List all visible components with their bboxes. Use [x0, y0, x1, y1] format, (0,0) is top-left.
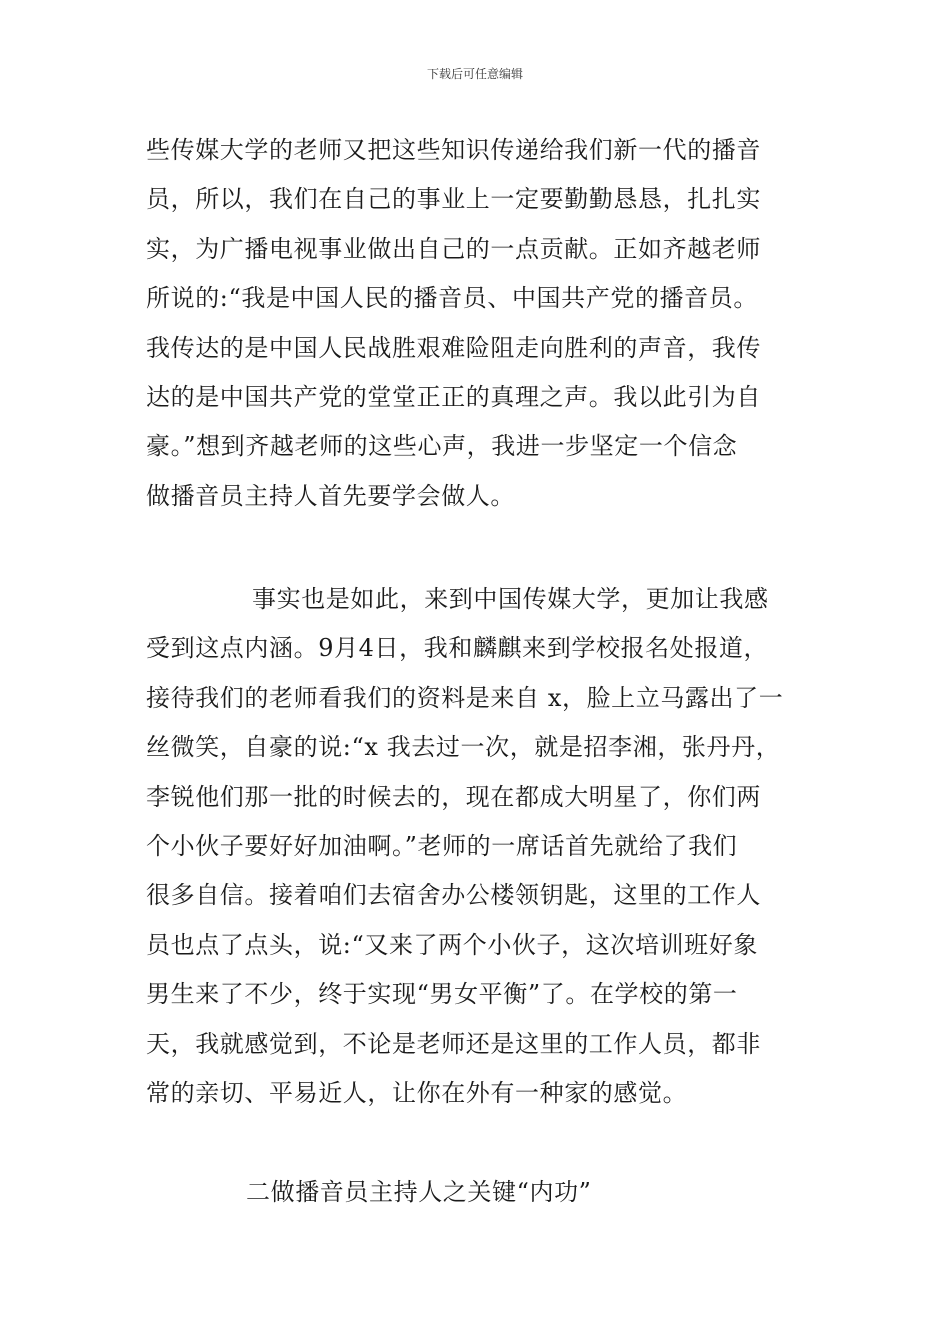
text-line: 豪。”想到齐越老师的这些心声，我进一步坚定一个信念 [146, 432, 738, 461]
text-line: 所说的:“我是中国人民的播音员、中国共产党的播音员。 [146, 284, 758, 313]
text-line: 受到这点内涵。9月4日，我和麟麒来到学校报名处报道， [146, 634, 769, 663]
text-line: 天，我就感觉到，不论是老师还是这里的工作人员，都非 [146, 1029, 761, 1058]
text-line: 个小伙子要好好加油啊。”老师的一席话首先就给了我们 [146, 831, 738, 860]
page-header: 下载后可任意编辑 [426, 67, 523, 81]
text-line: 丝微笑，自豪的说:“x 我去过一次，就是招李湘，张丹丹， [146, 733, 781, 762]
paragraph-1 [146, 126, 811, 521]
text-line: 我传达的是中国人民战胜艰难险阻走向胜利的声音，我传 [146, 333, 761, 362]
text-line: 李锐他们那一批的时候去的，现在都成大明星了，你们两 [146, 782, 761, 811]
text-line: 做播音员主持人首先要学会做人。 [146, 481, 515, 510]
text-line: 很多自信。接着咱们去宿舍办公楼领钥匙，这里的工作人 [146, 881, 761, 910]
text-line: 实，为广播电视事业做出自己的一点贡献。正如齐越老师 [146, 234, 761, 263]
section-heading: 二做播音员主持人之关键“内功” [246, 1178, 592, 1206]
text-line: 员，所以，我们在自己的事业上一定要勤勤恳恳，扎扎实 [146, 185, 761, 214]
text-line: 接待我们的老师看我们的资料是来自 x，脸上立马露出了一 [146, 683, 784, 712]
paragraph-2 [146, 575, 811, 1118]
text-line: 达的是中国共产党的堂堂正正的真理之声。我以此引为自 [146, 382, 761, 411]
text-line: 员也点了点头，说:“又来了两个小伙子，这次培训班好象 [146, 930, 758, 959]
text-line: 些传媒大学的老师又把这些知识传递给我们新一代的播音 [146, 136, 761, 164]
text-line: 常的亲切、平易近人，让你在外有一种家的感觉。 [146, 1078, 688, 1107]
text-line: 事实也是如此，来到中国传媒大学，更加让我感 [252, 585, 769, 613]
text-line: 男生来了不少，终于实现“男女平衡”了。在学校的第一 [146, 980, 738, 1009]
